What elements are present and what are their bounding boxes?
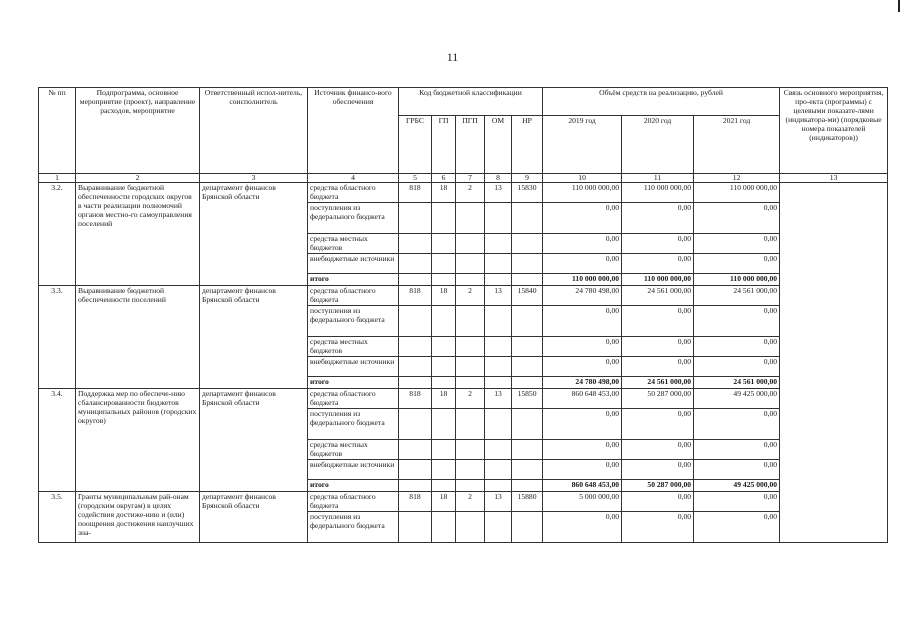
code-gp <box>432 512 456 543</box>
code-pgp <box>456 512 485 543</box>
header-nr: НР <box>512 116 543 174</box>
value-2019: 0,00 <box>543 440 622 460</box>
value-2021: 0,00 <box>694 254 780 274</box>
source-row <box>39 286 888 306</box>
header-year-2020: 2020 год <box>622 116 694 174</box>
code-om: 13 <box>485 183 512 203</box>
code-nr <box>512 274 543 286</box>
section-executor: департамент финансов Брянской области <box>200 183 308 286</box>
column-number-row <box>39 174 888 183</box>
code-gp: 18 <box>432 286 456 306</box>
section-number: 3.5. <box>39 492 76 543</box>
code-pgp <box>456 254 485 274</box>
code-gp: 18 <box>432 183 456 203</box>
source-label: средства областного бюджета <box>308 183 399 203</box>
value-2019: 110 000 000,00 <box>543 274 622 286</box>
value-2020: 0,00 <box>622 254 694 274</box>
code-pgp <box>456 306 485 337</box>
code-pgp: 2 <box>456 492 485 512</box>
value-2019: 0,00 <box>543 357 622 377</box>
code-pgp <box>456 203 485 234</box>
value-2021: 0,00 <box>694 440 780 460</box>
code-om: 13 <box>485 492 512 512</box>
source-row <box>39 492 888 512</box>
value-2019: 0,00 <box>543 306 622 337</box>
value-2021: 0,00 <box>694 234 780 254</box>
section-executor: департамент финансов Брянской области <box>200 389 308 492</box>
header-sources: Источник финансо-вого обеспечения <box>308 88 399 174</box>
column-number: 6 <box>432 174 456 183</box>
source-label: средства местных бюджетов <box>308 234 399 254</box>
code-grbs <box>399 377 432 389</box>
code-grbs <box>399 337 432 357</box>
column-number: 2 <box>76 174 200 183</box>
value-2021: 24 561 000,00 <box>694 286 780 306</box>
code-nr <box>512 409 543 440</box>
value-2019: 110 000 000,00 <box>543 183 622 203</box>
code-gp <box>432 480 456 492</box>
code-gp <box>432 234 456 254</box>
header-gp: ГП <box>432 116 456 174</box>
code-pgp <box>456 377 485 389</box>
column-number: 1 <box>39 174 76 183</box>
column-number: 12 <box>694 174 780 183</box>
code-om <box>485 357 512 377</box>
value-2019: 0,00 <box>543 337 622 357</box>
header-volume: Объём средств на реализацию, рублей <box>543 88 780 116</box>
source-label: средства областного бюджета <box>308 286 399 306</box>
code-nr <box>512 203 543 234</box>
code-nr <box>512 480 543 492</box>
code-grbs <box>399 409 432 440</box>
scan-edge-mark <box>898 0 900 12</box>
code-om <box>485 409 512 440</box>
source-label: средства местных бюджетов <box>308 337 399 357</box>
code-grbs: 818 <box>399 183 432 203</box>
code-om <box>485 480 512 492</box>
header-year-2021: 2021 год <box>694 116 780 174</box>
code-nr <box>512 254 543 274</box>
source-label: средства областного бюджета <box>308 492 399 512</box>
code-om <box>485 440 512 460</box>
header-year-2019: 2019 год <box>543 116 622 174</box>
source-label: поступления из федерального бюджета <box>308 409 399 440</box>
code-grbs <box>399 274 432 286</box>
code-grbs <box>399 234 432 254</box>
code-gp <box>432 337 456 357</box>
code-om <box>485 337 512 357</box>
code-om <box>485 306 512 337</box>
value-2019: 5 000 000,00 <box>543 492 622 512</box>
code-gp <box>432 254 456 274</box>
value-2020: 110 000 000,00 <box>622 183 694 203</box>
code-pgp <box>456 460 485 480</box>
code-grbs: 818 <box>399 286 432 306</box>
column-number: 5 <box>399 174 432 183</box>
value-2020: 0,00 <box>622 409 694 440</box>
section-executor: департамент финансов Брянской области <box>200 492 308 543</box>
source-label: внебюджетные источники <box>308 254 399 274</box>
code-nr <box>512 357 543 377</box>
code-gp <box>432 357 456 377</box>
value-2019: 0,00 <box>543 203 622 234</box>
code-nr: 15840 <box>512 286 543 306</box>
source-label: поступления из федерального бюджета <box>308 306 399 337</box>
code-nr <box>512 234 543 254</box>
code-nr <box>512 512 543 543</box>
value-2021: 0,00 <box>694 337 780 357</box>
header-budget-code: Код бюджетной классификации <box>399 88 543 116</box>
code-gp: 18 <box>432 492 456 512</box>
value-2021: 49 425 000,00 <box>694 389 780 409</box>
value-2021: 24 561 000,00 <box>694 377 780 389</box>
code-nr <box>512 440 543 460</box>
value-2020: 50 287 000,00 <box>622 480 694 492</box>
value-2020: 50 287 000,00 <box>622 389 694 409</box>
code-om <box>485 254 512 274</box>
code-nr <box>512 460 543 480</box>
value-2021: 0,00 <box>694 492 780 512</box>
page-number: 11 <box>446 50 459 64</box>
value-2021: 0,00 <box>694 357 780 377</box>
value-2020: 24 561 000,00 <box>622 377 694 389</box>
value-2020: 0,00 <box>622 306 694 337</box>
code-om <box>485 234 512 254</box>
value-2020: 0,00 <box>622 492 694 512</box>
section-name: Поддержка мер по обеспече-нию сбалансированности бюджетов муниципальных районов (городских округов) <box>76 389 200 492</box>
code-pgp: 2 <box>456 389 485 409</box>
code-grbs: 818 <box>399 389 432 409</box>
column-number: 7 <box>456 174 485 183</box>
column-number: 9 <box>512 174 543 183</box>
header-subprogram: Подпрограмма, основное мероприятие (проект), направление расходов, мероприятие <box>76 88 200 174</box>
value-2021: 0,00 <box>694 203 780 234</box>
code-nr <box>512 337 543 357</box>
value-2019: 0,00 <box>543 512 622 543</box>
code-pgp: 2 <box>456 183 485 203</box>
code-grbs <box>399 203 432 234</box>
code-pgp <box>456 440 485 460</box>
value-2020: 0,00 <box>622 203 694 234</box>
code-pgp <box>456 274 485 286</box>
value-2021: 110 000 000,00 <box>694 274 780 286</box>
value-2019: 0,00 <box>543 254 622 274</box>
code-pgp <box>456 337 485 357</box>
code-gp <box>432 306 456 337</box>
code-om: 13 <box>485 389 512 409</box>
value-2021: 110 000 000,00 <box>694 183 780 203</box>
section-executor: департамент финансов Брянской области <box>200 286 308 389</box>
code-gp <box>432 460 456 480</box>
value-2020: 24 561 000,00 <box>622 286 694 306</box>
value-2019: 860 648 453,00 <box>543 480 622 492</box>
value-2020: 0,00 <box>622 512 694 543</box>
value-2020: 0,00 <box>622 460 694 480</box>
code-gp <box>432 409 456 440</box>
budget-table <box>38 87 888 543</box>
column-number: 13 <box>780 174 888 183</box>
value-2019: 0,00 <box>543 460 622 480</box>
code-om: 13 <box>485 286 512 306</box>
column-number: 3 <box>200 174 308 183</box>
section-name: Выравнивание бюджетной обеспеченности поселений <box>76 286 200 389</box>
section-number: 3.3. <box>39 286 76 389</box>
code-grbs <box>399 460 432 480</box>
value-2021: 0,00 <box>694 409 780 440</box>
code-gp <box>432 440 456 460</box>
budget-table-body <box>39 88 888 543</box>
code-nr: 15830 <box>512 183 543 203</box>
code-grbs: 818 <box>399 492 432 512</box>
code-gp: 18 <box>432 389 456 409</box>
code-nr <box>512 306 543 337</box>
indicator-link-cell <box>780 183 888 543</box>
header-om: ОМ <box>485 116 512 174</box>
value-2019: 24 780 498,00 <box>543 286 622 306</box>
total-label: итого <box>308 377 399 389</box>
column-number: 4 <box>308 174 399 183</box>
value-2019: 0,00 <box>543 234 622 254</box>
code-pgp <box>456 480 485 492</box>
value-2019: 24 780 498,00 <box>543 377 622 389</box>
code-pgp: 2 <box>456 286 485 306</box>
value-2021: 0,00 <box>694 306 780 337</box>
value-2020: 0,00 <box>622 234 694 254</box>
column-number: 10 <box>543 174 622 183</box>
column-number: 11 <box>622 174 694 183</box>
code-gp <box>432 377 456 389</box>
value-2020: 0,00 <box>622 337 694 357</box>
code-grbs <box>399 254 432 274</box>
section-number: 3.4. <box>39 389 76 492</box>
header-row <box>39 88 888 116</box>
code-om <box>485 274 512 286</box>
value-2020: 0,00 <box>622 357 694 377</box>
total-label: итого <box>308 274 399 286</box>
code-grbs <box>399 357 432 377</box>
section-number: 3.2. <box>39 183 76 286</box>
value-2020: 110 000 000,00 <box>622 274 694 286</box>
header-link: Связь основного мероприятия, про-екта (программы) с целевыми показате-лями (индикатора-ми) (порядковые номера показателей (индикаторов)) <box>780 88 888 174</box>
code-om <box>485 203 512 234</box>
source-label: поступления из федерального бюджета <box>308 512 399 543</box>
code-om <box>485 377 512 389</box>
value-2021: 0,00 <box>694 460 780 480</box>
code-nr: 15850 <box>512 389 543 409</box>
code-nr <box>512 377 543 389</box>
code-pgp <box>456 409 485 440</box>
source-row <box>39 183 888 203</box>
value-2021: 0,00 <box>694 512 780 543</box>
code-grbs <box>399 306 432 337</box>
code-grbs <box>399 512 432 543</box>
total-label: итого <box>308 480 399 492</box>
value-2019: 860 648 453,00 <box>543 389 622 409</box>
code-nr: 15880 <box>512 492 543 512</box>
value-2019: 0,00 <box>543 409 622 440</box>
source-label: средства областного бюджета <box>308 389 399 409</box>
code-grbs <box>399 480 432 492</box>
code-pgp <box>456 234 485 254</box>
header-executor: Ответственный испол-нитель, соисполнитель <box>200 88 308 174</box>
source-label: внебюджетные источники <box>308 357 399 377</box>
header-num: № пп <box>39 88 76 174</box>
value-2020: 0,00 <box>622 440 694 460</box>
column-number: 8 <box>485 174 512 183</box>
source-label: средства местных бюджетов <box>308 440 399 460</box>
source-row <box>39 389 888 409</box>
section-name: Выравнивание бюджетной обеспеченности городских округов в части реализации полномочий органов местно-го самоуправления поселений <box>76 183 200 286</box>
value-2021: 49 425 000,00 <box>694 480 780 492</box>
header-pgp: ПГП <box>456 116 485 174</box>
section-name: Гранты муниципальным рай-онам (городским округам) в целях содействия достиже-нию и (или) поощрения достижения наилучших зна- <box>76 492 200 543</box>
code-pgp <box>456 357 485 377</box>
code-gp <box>432 274 456 286</box>
header-grbs: ГРБС <box>399 116 432 174</box>
code-om <box>485 460 512 480</box>
code-om <box>485 512 512 543</box>
source-label: внебюджетные источники <box>308 460 399 480</box>
code-grbs <box>399 440 432 460</box>
code-gp <box>432 203 456 234</box>
source-label: поступления из федерального бюджета <box>308 203 399 234</box>
